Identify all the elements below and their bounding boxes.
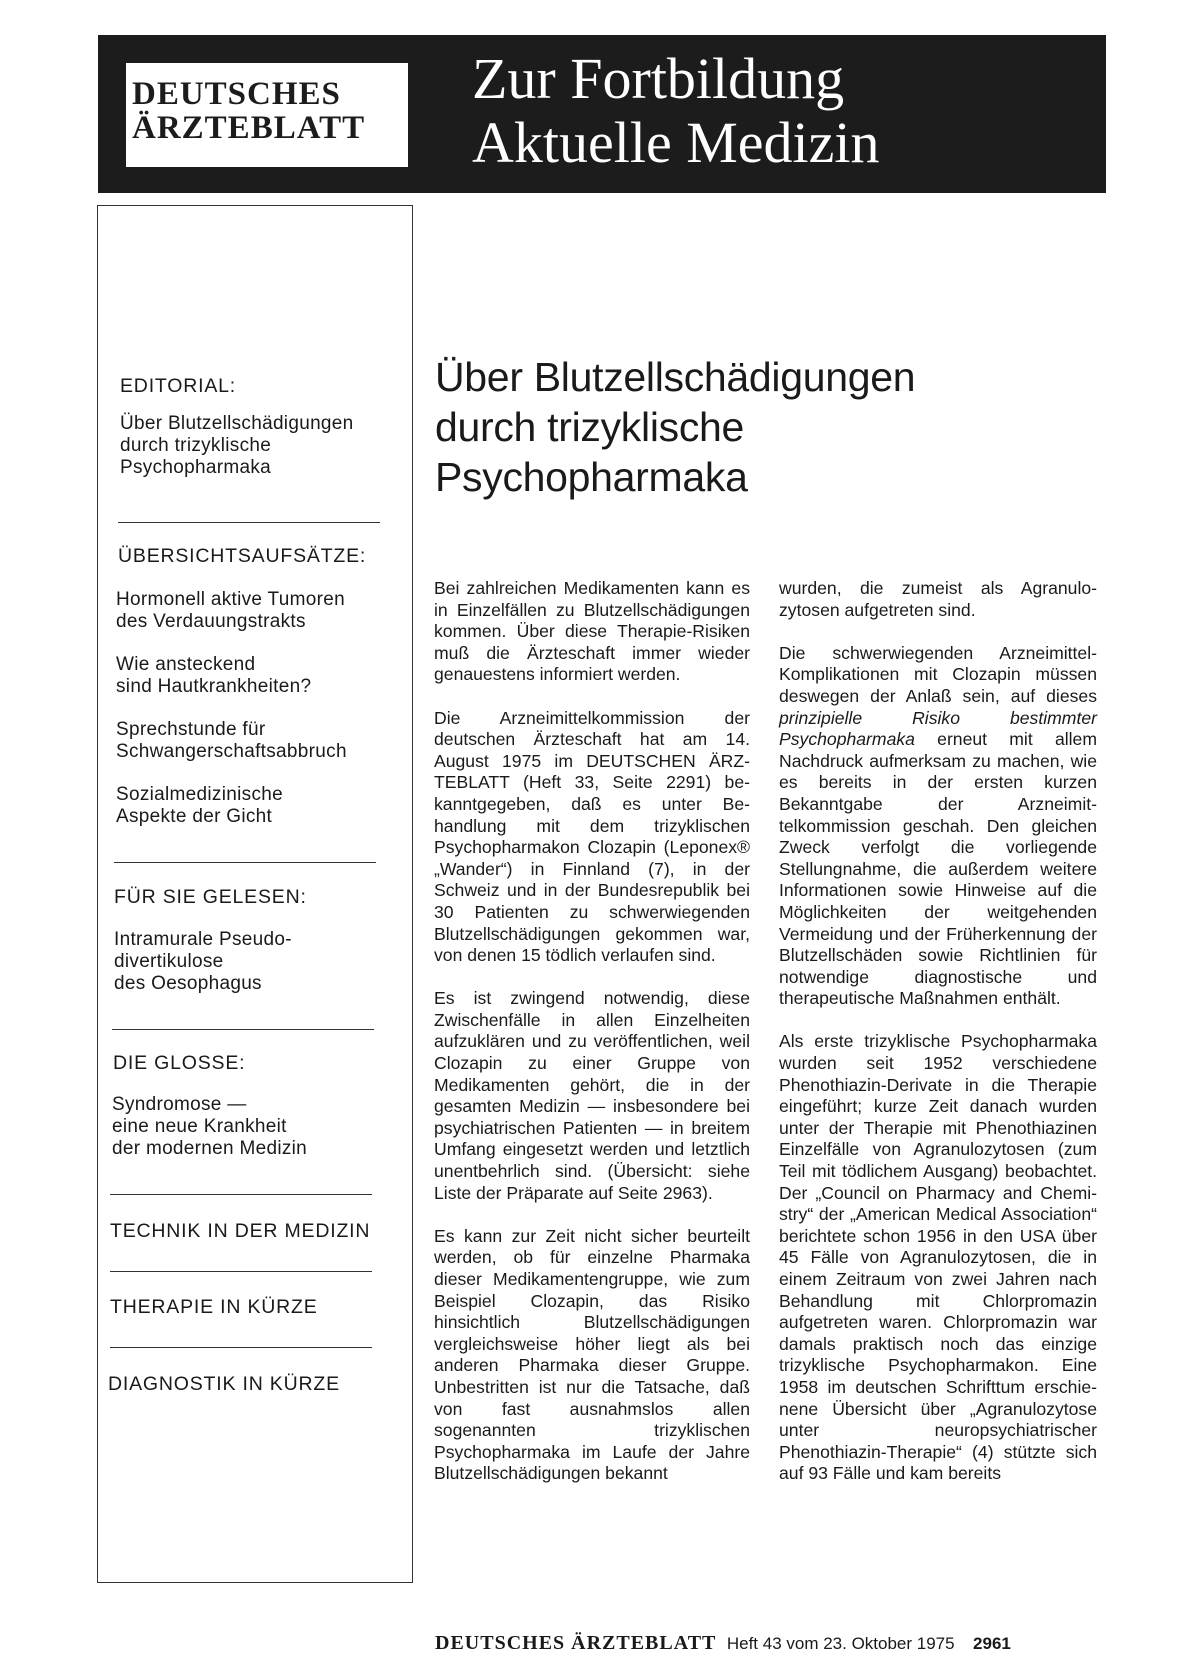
text-span: erneut mit allem Nachdruck aufmerksam zu machen, wie es bereits in der ersten kurzen Bekanntgabe der Arzneimittelkommission geschah. Den gleichen Zweck verfolgt die vorliegende Stellungnahme, die außerdem weitere Informationen sowie Hinweise auf die Möglichkeiten der weitgehenden Vermeidung und der Früherkennung der Blutzellschäden sowie Richtlinien für notwendige diagnostische und therapeutische Maßnahmen enthält.: [779, 729, 1097, 1009]
article-title-line2: durch trizyklische: [435, 404, 745, 450]
toc-heading-read: FÜR SIE GELESEN:: [114, 886, 307, 908]
paragraph: Als erste trizyklische Psychopharmaka wurden seit 1952 verschiedene Phenothiazin-Derivate in die Therapie eingeführt; kurze Zeit danach wurden unter der Therapie mit Phenothiazinen Einzelfälle von Agranulozytosen (zum Teil mit tödlichem Ausgang) beobachtet. Der „Council on Pharmacy and Chemistry“ der „American Medical Association“ berichtete schon 1956 in den USA über 45 Fälle von Agranulozytosen, die in einem Zeitraum von zwei Jahren nach Behandlung mit Chlorpromazin aufgetreten waren. Chlorpromazin war damals praktisch noch das einzige trizyklische Psychopharmakon. Eine 1958 im deutschen Schrifttum erschienene Übersicht über „Agranulozytose unter neuropsychiatrischer Phenothiazin-Therapie“ (4) stützte sich auf 93 Fälle und kam bereits: [779, 1031, 1097, 1484]
toc-item-overview1-line1[interactable]: Hormonell aktive Tumoren: [116, 589, 345, 610]
footer-journal: DEUTSCHES ÄRZTEBLATT: [435, 1632, 717, 1654]
paragraph: [779, 643, 1097, 1010]
paragraph: Die Arzneimittelkommission der deutschen Ärzteschaft hat am 14. August 1975 im DEUTSCHEN ÄRZTEBLATT (Heft 33, Seite 2291) bekanntgegeben, daß es unter Behandlung mit dem trizyklischen Psychopharmakon Clozapin (Leponex® „Wander“) in Finnland (7), in der Schweiz und in der Bundesrepublik bei 30 Patienten zu schwerwiegenden Blutzellschädigungen gekommen war, von denen 15 tödlich verlaufen sind.: [434, 707, 750, 966]
toc-item-editorial-line1[interactable]: Über Blutzellschädigungen: [120, 413, 354, 434]
toc-item-overview4-line1[interactable]: Sozialmedizinische: [116, 784, 283, 805]
toc-item-overview2-line1[interactable]: Wie ansteckend: [116, 654, 256, 675]
section-title-line2: Aktuelle Medizin: [472, 110, 880, 175]
toc-item-technik[interactable]: TECHNIK IN DER MEDIZIN: [110, 1220, 371, 1242]
toc-item-overview1-line2[interactable]: des Verdauungstrakts: [116, 611, 306, 632]
paragraph: Es ist zwingend notwendig, diese Zwischenfälle in allen Einzelheiten aufzuklären und zu veröffentlichen, weil Clozapin zu einer Gruppe von Medikamenten gehört, die in der gesamten Medizin — insbesondere bei psychiatrischen Patienten — in breitem Umfang eingesetzt werden und letztlich unentbehrlich sind. (Übersicht: siehe Liste der Präparate auf Seite 2963).: [434, 988, 750, 1203]
article-column-2: [779, 578, 1097, 1485]
toc-heading-glosse: DIE GLOSSE:: [113, 1052, 246, 1074]
toc-heading-overview: ÜBERSICHTSAUFSÄTZE:: [118, 545, 367, 567]
toc-divider: [110, 1271, 372, 1272]
masthead-line2: ÄRZTEBLATT: [132, 110, 366, 146]
text-span: Die schwerwiegenden Arzneimittel-Komplikationen mit Clozapin müssen deswegen der Anlaß sein, auf dieses: [779, 642, 1097, 706]
toc-item-editorial-line2[interactable]: durch trizyklische: [120, 435, 272, 456]
toc-divider: [110, 1347, 372, 1348]
section-title-line1: Zur Fortbildung: [472, 46, 845, 111]
paragraph: Bei zahlreichen Medikamenten kann es in Einzelfällen zu Blutzellschädigungen kommen. Über diese Therapie-Risiken muß die Ärzteschaft immer wieder genauestens informiert werden.: [434, 578, 750, 685]
toc-item-overview4-line2[interactable]: Aspekte der Gicht: [116, 806, 273, 827]
masthead-line1: DEUTSCHES: [132, 76, 341, 112]
toc-divider: [118, 522, 380, 523]
toc-item-therapie[interactable]: THERAPIE IN KÜRZE: [110, 1296, 318, 1318]
page-footer: [435, 1632, 1011, 1655]
toc-divider: [110, 1194, 372, 1195]
toc-heading-editorial: EDITORIAL:: [120, 375, 237, 397]
header-bar: [98, 35, 1106, 193]
toc-item-read-line3[interactable]: des Oesophagus: [114, 973, 262, 994]
paragraph: wurden, die zumeist als Agranulozytosen aufgetreten sind.: [779, 578, 1097, 620]
article-title-line1: Über Blutzellschädigungen: [435, 354, 916, 400]
paragraph: Es kann zur Zeit nicht sicher beurteilt werden, ob für einzelne Pharmaka dieser Medikamentengruppe, wie zum Beispiel Clozapin, das Risiko hinsichtlich Blutzellschädigungen vergleichsweise höher liegt als bei anderen Pharmaka dieser Gruppe. Unbestritten ist nur die Tatsache, daß von fast ausnahmslos allen sogenannten trizyklischen Psychopharmaka im Laufe der Jahre Blutzellschädigungen bekannt: [434, 1225, 750, 1484]
footer-issue: Heft 43 vom 23. Oktober 1975: [726, 1634, 955, 1653]
masthead-logo: [126, 63, 408, 167]
section-title: [472, 47, 880, 175]
article-title-line3: Psychopharmaka: [435, 454, 748, 500]
article-title: [435, 352, 915, 502]
toc-item-overview2-line2[interactable]: sind Hautkrankheiten?: [116, 676, 312, 697]
emphasis-text: prinzipielle Risiko bestimmter Psychopharmaka: [779, 707, 1097, 750]
toc-item-glosse-line1[interactable]: Syndromose —: [112, 1094, 247, 1115]
toc-item-overview3-line1[interactable]: Sprechstunde für: [116, 719, 266, 740]
footer-page-number: 2961: [973, 1634, 1011, 1653]
toc-item-diagnostik[interactable]: DIAGNOSTIK IN KÜRZE: [108, 1373, 340, 1395]
toc-divider: [112, 1029, 374, 1030]
toc-item-read-line2[interactable]: divertikulose: [114, 951, 224, 972]
toc-item-glosse-line3[interactable]: der modernen Medizin: [112, 1138, 308, 1159]
toc-item-editorial-line3[interactable]: Psychopharmaka: [120, 457, 271, 478]
toc-item-overview3-line2[interactable]: Schwangerschaftsabbruch: [116, 741, 347, 762]
toc-divider: [114, 862, 376, 863]
toc-item-read-line1[interactable]: Intramurale Pseudo-: [114, 929, 292, 950]
toc-item-glosse-line2[interactable]: eine neue Krankheit: [112, 1116, 287, 1137]
article-column-1: [434, 578, 750, 1485]
